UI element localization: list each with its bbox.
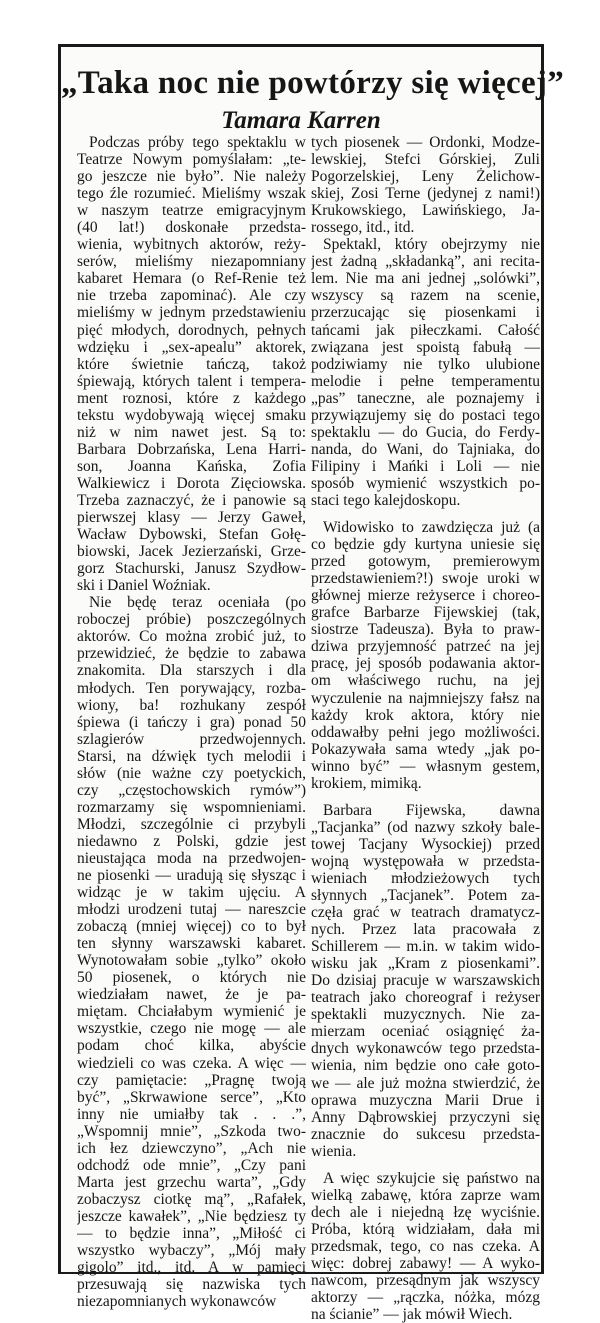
text-line: śpiewają, których talent i tempera- [77, 372, 306, 390]
text-line: Anny Dąbrowskiej przyczyni się [311, 1108, 540, 1126]
text-line: wielką zabawę, która zaprze wam [311, 1186, 540, 1204]
text-line: melodie i pełne temperamentu [311, 372, 540, 390]
text-line: gigolo” itd., itd. A w pamięci [77, 1259, 306, 1277]
text-line: które świetnie tańczą, takoż [77, 355, 306, 373]
text-line: widząc je w takim ujęciu. A [77, 884, 306, 902]
text-line: wienia. [311, 1142, 357, 1160]
text-line: pierwszej klasy — Jerzy Gaweł, [77, 509, 306, 527]
text-line: wiedziałam nawet, że je pa- [77, 986, 306, 1004]
text-line: Widowisko to zawdzięcza już (a [323, 519, 540, 537]
text-line: czy pamiętacie: „Pragnę twoją [77, 1071, 306, 1089]
text-line: staci tego kalejdoskopu. [311, 491, 461, 509]
text-line: Wacław Dybowski, Stefan Gołę- [77, 526, 306, 544]
text-line: tekstu wydobywają więcej smaku [77, 406, 306, 424]
text-line: Spektakl, który obejrzymy nie [323, 236, 540, 254]
text-line: każdy krok aktora, który nie [311, 706, 540, 724]
text-line: A więc szykujcie się państwo na [323, 1169, 540, 1187]
text-line: om właściwego ruchu, na jej [311, 672, 540, 690]
text-line: krokiem, mimiką. [311, 774, 422, 792]
text-line: na ścianie” — jak mówił Wiech. [311, 1306, 513, 1323]
text-line: wienia, nim będzie ono całe goto- [311, 1057, 540, 1075]
text-line: siostrze Tadeusza). Była to praw- [311, 621, 540, 639]
text-line: towej Tacjany Wysockiej) przed [311, 835, 540, 853]
text-line: przesuwają się nazwiska tych [77, 1276, 306, 1294]
text-line: pracę, jej sposób podawania aktor- [311, 655, 540, 673]
text-line: Walkiewicz i Dorota Zięciowska. [77, 474, 306, 492]
text-line: rossego, itd., itd. [311, 219, 415, 237]
text-line: 50 piosenek, o których nie [77, 969, 306, 987]
text-line: wszystko wybaczy”, „Mój mały [77, 1242, 306, 1260]
text-line: czy „częstochowskich rymów”) [77, 781, 306, 799]
text-line: spektakli muzycznych. Nie za- [311, 1006, 540, 1024]
text-line: zobaczysz ciotkę mą”, „Rafałek, [77, 1190, 306, 1208]
text-line: Nie będę teraz oceniała (po [89, 594, 306, 612]
text-line: tych piosenek — Ordonki, Modze- [311, 134, 540, 151]
text-line: niezapomnianych wykonawców [77, 1293, 277, 1311]
text-line: serów, mieliśmy niezapomniany [77, 253, 306, 271]
text-line: przewidzieć, że będzie to zabawa [77, 645, 306, 663]
text-line: znakomita. Dla starszych i dla [77, 662, 306, 680]
text-line: Schillerem — m.in. w takim wido- [311, 938, 540, 956]
article-headline: „Taka noc nie powtórzy się więcej” [61, 65, 565, 101]
text-line: słów (nie ważne czy poetyckich, [77, 764, 306, 782]
text-line: Marta jest grzechu warta”, „Gdy [77, 1173, 306, 1191]
text-line: — to będzie inna”, „Miłość ci [77, 1225, 306, 1242]
text-line: Pogorzelskiej, Leny Żelichow- [311, 168, 540, 186]
text-line: wisku jak „Kram z piosenkami”. [311, 955, 540, 973]
text-line: we — ale już można stwierdzić, że [311, 1074, 540, 1092]
text-line: Młodzi, szczególnie ci przybyli [77, 815, 306, 833]
text-line: dnych wykonawców tego przedsta- [311, 1040, 540, 1058]
text-line: tańcami jak piłeczkami. Całość [311, 321, 540, 339]
text-line: nieustająca moda na przedwojen- [77, 849, 306, 867]
text-line: Podczas próby tego spektaklu w [89, 134, 306, 151]
text-line: sposób wymienić wszystkich po- [311, 474, 540, 492]
text-line: miętam. Chciałabym wymienić je [77, 1003, 306, 1021]
newspaper-clipping [58, 44, 565, 1323]
text-line: rozmarzamy się wspomnieniami. [77, 798, 306, 816]
text-line: nych. Przez lata pracowała z [311, 921, 540, 939]
text-line: winno być” — własnym gestem, [311, 757, 540, 775]
text-line: przerzucając się piosenkami i [311, 304, 540, 322]
article-byline: Tamara Karren [221, 107, 381, 134]
text-line: niedawno z Polski, gdzie jest [77, 832, 306, 850]
text-line: „pas” taneczne, ale poznajemy i [311, 389, 540, 407]
text-line: niż w nim nawet jest. Są to: [77, 423, 306, 441]
text-line: wiony, ba! rozhukany zespół [77, 696, 306, 714]
text-line: przedstawieniem?!) swoje uroki w [311, 570, 540, 588]
text-line: mierzam oceniać osiągnięć ża- [311, 1023, 540, 1041]
text-line: Pokazywała sama wtedy „jak po- [311, 740, 540, 758]
text-line: słynnych „Tacjanek”. Potem za- [311, 887, 540, 905]
text-line: son, Joanna Kańska, Zofia [77, 457, 306, 475]
text-line: nanda, do Wani, do Tajniaka, do [311, 440, 540, 458]
text-line: co będzie gdy kurtyna uniesie się [311, 536, 540, 554]
text-line: kabaret Hemara (o Ref-Renie też [77, 270, 306, 288]
text-line: nawcom, przesądnym jak wszyscy [311, 1272, 540, 1290]
text-line: Teatrze Nowym pomyślałam: „te- [77, 151, 306, 169]
text-line: wyczulenie na najmniejszy fałsz na [311, 689, 540, 707]
text-line: wieniach młodzieżowych tych [311, 869, 540, 887]
text-line: grafce Barbarze Fijewskiej (tak, [311, 604, 540, 622]
text-line: związana jest spoistą fabułą — [311, 338, 540, 356]
text-line: Filipiny i Mańki i Loli — nie [311, 457, 540, 475]
text-line: dziwa przyjemność patrzeć na jej [311, 638, 540, 656]
text-line: śpiewa (i tańczy i gra) ponad 50 [77, 713, 306, 731]
text-line: przywiązujemy się do postaci tego [311, 406, 540, 424]
text-line: Trzeba zaznaczyć, że i panowie są [77, 491, 306, 509]
text-line: nie trzeba zapominać). Ale czy [77, 287, 306, 305]
text-line: przedsmak, tego, co nas czeka. A [311, 1237, 540, 1255]
text-line: pięć młodych, dorodnych, pełnych [77, 321, 306, 339]
text-line: inny nie umiałby tak . . .”, [77, 1105, 306, 1123]
text-line: podam choć kilka, abyście [77, 1037, 306, 1055]
text-line: aktorów. Co można zrobić już, to [77, 628, 306, 646]
text-line: ski i Daniel Woźniak. [77, 577, 211, 595]
text-line: oprawa muzyczna Marii Drue i [311, 1091, 540, 1109]
text-line: zobaczą (mniej więcej) co to był [77, 918, 306, 936]
text-line: jeszcze kawałek”, „Nie będziesz ty [77, 1207, 306, 1225]
text-line: Do dzisiaj pracuje w warszawskich [311, 972, 540, 990]
text-line: Wynotowałam sobie „tylko” około [77, 952, 306, 970]
text-line: więc: dobrej zabawy! — A wyko- [311, 1255, 540, 1272]
text-line: Próba, którą widziałam, dała mi [311, 1220, 540, 1238]
text-line: tego źle rozumieć. Mieliśmy wszak [77, 185, 306, 203]
text-line: ment roznosi, które z każdego [77, 389, 306, 407]
text-line: (40 lat!) doskonałe przedsta- [77, 219, 306, 237]
text-line: Barbara Dobrzańska, Lena Harri- [77, 440, 306, 458]
text-line: szlagierów przedwojennych. [77, 730, 306, 748]
text-line: wszyscy są razem na scenie, [311, 287, 540, 305]
text-line: oddawałby pełni jego możliwości. [311, 723, 540, 741]
text-line: wszystkie, czego nie mogę — ale [77, 1020, 306, 1038]
text-line: biowski, Jacek Jezierzański, Grze- [77, 543, 306, 561]
text-line: teatrach jako choreograf i reżyser [311, 989, 540, 1007]
text-line: młodych. Ten porywający, rozba- [77, 679, 306, 697]
text-line: częła grać w teatrach dramatycz- [311, 904, 540, 922]
text-line: go jeszcze nie było”. Nie należy [77, 168, 306, 186]
text-line: lewskiej, Stefci Górskiej, Zuli [311, 151, 540, 169]
text-line: aktorzy — „rączka, nóżka, mózg [311, 1289, 540, 1307]
article-column-right [311, 134, 540, 1323]
text-line: roboczej próbie) poszczególnych [77, 611, 306, 629]
text-line: ne piosenki — uradują się słysząc i [77, 867, 306, 885]
text-line: jest żadną „składanką”, ani recita- [311, 253, 540, 271]
text-line: spektaklu — do Gucia, do Ferdy- [311, 423, 540, 441]
text-line: dech ale i niejedną łzę wyciśnie. [311, 1203, 540, 1221]
text-line: podziwiamy nie tylko ulubione [311, 355, 540, 373]
text-line: wiedzieli co was czeka. A więc — [77, 1054, 306, 1072]
text-line: wienia, wybitnych aktorów, reży- [77, 236, 306, 254]
text-line: „Tacjanka” (od nazwy szkoły bale- [311, 818, 540, 836]
text-line: mieliśmy w jednym przedstawieniu [77, 304, 306, 322]
text-line: Krukowskiego, Lawińskiego, Ja- [311, 202, 540, 220]
text-line: znacznie do sukcesu przedsta- [311, 1125, 540, 1143]
text-line: ten słynny warszawski kabaret. [77, 935, 306, 953]
text-line: młodzi urodzeni tutaj — nareszcie [77, 901, 306, 919]
text-line: być”, „Skrwawione serce”, „Kto [77, 1088, 306, 1106]
text-line: wdzięku i „sex-apealu” aktorek, [77, 338, 306, 356]
text-line: „Wspomnij mnie”, „Szkoda two- [77, 1122, 306, 1140]
text-line: odchodź ode mnie”, „Czy pani [77, 1156, 306, 1174]
text-line: w naszym teatrze emigracyjnym [77, 202, 306, 220]
text-line: przed gotowym, premierowym [311, 553, 540, 571]
text-line: Starsi, na dźwięk tych melodii i [77, 747, 306, 765]
article-column-left [77, 134, 306, 1310]
text-line: głównej mierze reżyserce i choreo- [311, 587, 540, 605]
text-line: gorz Stachurski, Janusz Szydłow- [77, 560, 306, 578]
text-line: ich łez dziewczyno”, „Ach nie [77, 1139, 306, 1157]
text-line: lem. Nie ma ani jednej „solówki”, [311, 270, 540, 288]
text-line: skiej, Zosi Terne (jedynej z nami!) [311, 185, 540, 203]
text-line: wojną występowała w przedsta- [311, 852, 540, 870]
text-line: Barbara Fijewska, dawna [323, 801, 540, 819]
